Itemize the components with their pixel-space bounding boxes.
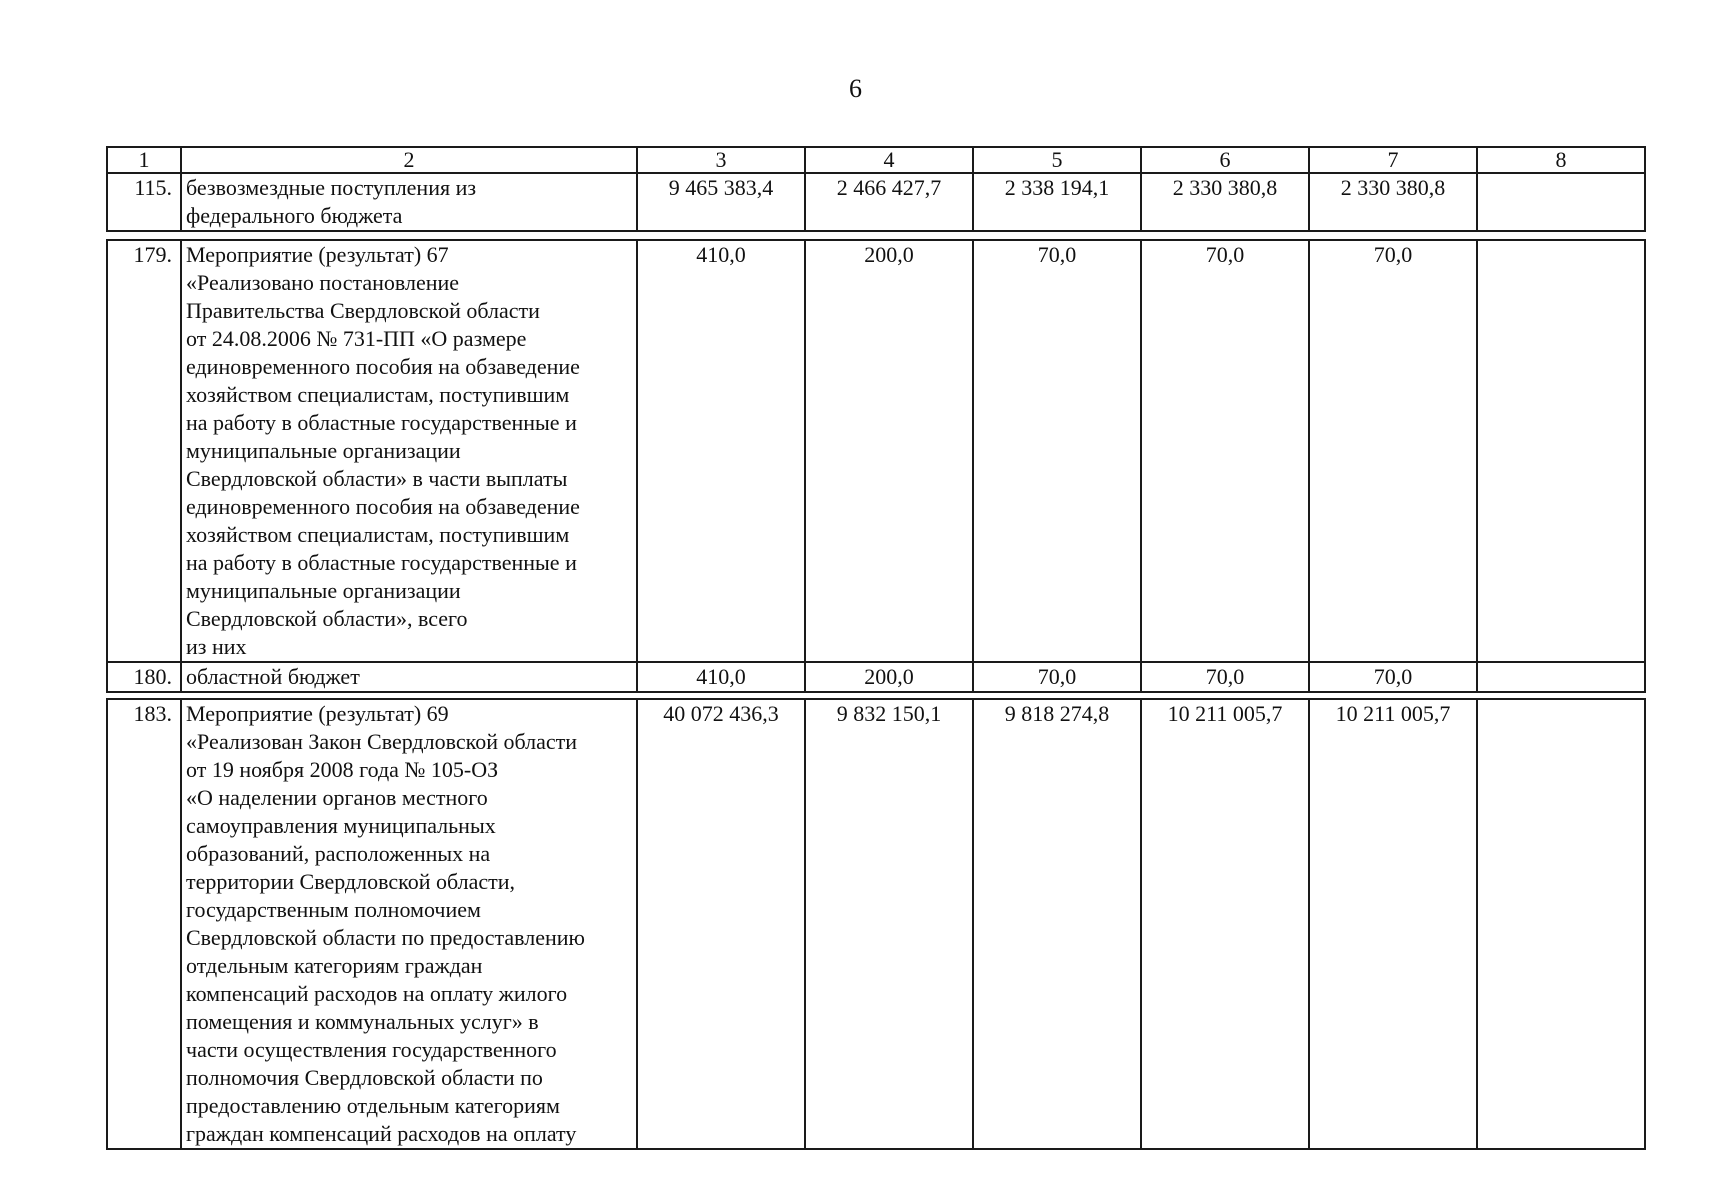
row-number: 183. [107,699,181,1149]
cell-value: 70,0 [973,240,1141,662]
budget-table-section-179 [106,239,1646,693]
cell-value: 410,0 [637,240,805,662]
cell-value: 200,0 [805,240,973,662]
column-header: 7 [1309,147,1477,173]
table-row [107,173,1645,231]
cell-value: 10 211 005,7 [1141,699,1309,1149]
page-number: 6 [849,74,862,103]
column-header: 3 [637,147,805,173]
cell-value [1477,662,1645,692]
table-row [107,240,1645,662]
cell-value [1477,173,1645,231]
cell-value: 40 072 436,3 [637,699,805,1149]
column-header: 2 [181,147,637,173]
cell-value: 410,0 [637,662,805,692]
row-description: безвозмездные поступления из федерального бюджета [181,173,637,231]
budget-table-section-183 [106,698,1646,1150]
cell-value: 2 466 427,7 [805,173,973,231]
column-header: 5 [973,147,1141,173]
column-header: 4 [805,147,973,173]
budget-table-top [106,146,1646,232]
cell-value: 2 338 194,1 [973,173,1141,231]
cell-value: 2 330 380,8 [1141,173,1309,231]
cell-value: 9 465 383,4 [637,173,805,231]
cell-value: 200,0 [805,662,973,692]
cell-value: 70,0 [1309,662,1477,692]
column-header-row [107,147,1645,173]
cell-value: 9 832 150,1 [805,699,973,1149]
cell-value [1477,699,1645,1149]
cell-value: 10 211 005,7 [1309,699,1477,1149]
cell-value: 2 330 380,8 [1309,173,1477,231]
table-row [107,699,1645,1149]
cell-value: 70,0 [1141,240,1309,662]
column-header: 1 [107,147,181,173]
cell-value [1477,240,1645,662]
row-description: областной бюджет [181,662,637,692]
cell-value: 70,0 [973,662,1141,692]
cell-value: 70,0 [1309,240,1477,662]
row-description: Мероприятие (результат) 67 «Реализовано постановление Правительства Свердловской области от 24.08.2006 № 731-ПП «О размере единовременного пособия на обзаведение хозяйством специалистам, поступившим на работу в областные государственные и муниципальные организации Свердловской области» в части выплаты единовременного пособия на обзаведение хозяйством специалистам, поступившим на работу в областные государственные и муниципальные организации Свердловской области», всего из них [181,240,637,662]
table-row [107,662,1645,692]
row-number: 179. [107,240,181,662]
row-description: Мероприятие (результат) 69 «Реализован Закон Свердловской области от 19 ноября 2008 года № 105-ОЗ «О наделении органов местного самоуправления муниципальных образований, расположенных на территории Свердловской области, государственным полномочием Свердловской области по предоставлению отдельным категориям граждан компенсаций расходов на оплату жилого помещения и коммунальных услуг» в части осуществления государственного полномочия Свердловской области по предоставлению отдельным категориям граждан компенсаций расходов на оплату [181,699,637,1149]
cell-value: 9 818 274,8 [973,699,1141,1149]
column-header: 8 [1477,147,1645,173]
column-header: 6 [1141,147,1309,173]
row-number: 180. [107,662,181,692]
row-number: 115. [107,173,181,231]
cell-value: 70,0 [1141,662,1309,692]
